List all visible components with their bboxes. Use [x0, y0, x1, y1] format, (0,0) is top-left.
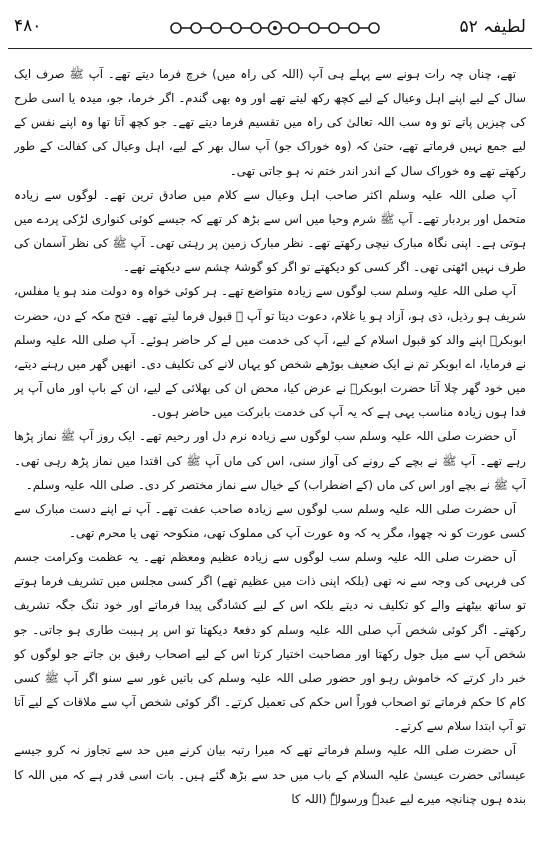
header-divider — [8, 48, 532, 49]
paragraph: تھے، چناں چہ رات ہونے سے پہلے ہی آپ (اللہ کی راہ میں) خرچ فرما دیتے تھے۔ آپ ﷺ صرف ایک سال کے لیے اپنے اہل وعیال کے لیے کچھ رکھ لیتے تھے اور وہ بھی گندم۔ اگر خرما، جو، میدہ یا اسی طرح کی چیزیں پاتے تو وہ سب اللہ تعالیٰ کی راہ میں تقسیم فرما دیتے تھے۔ جو کچھ آتا تھا وہ اپنے نفس کے لیے جمع نہیں فرماتے تھے، حتیٰ کہ (وہ خوراک جو) آپ سال بھر کے لیے، اہل وعیال کی کفالت کے طور رکھتے تھے وہ خوراک سال کے اندر اندر ختم نہ ہو جاتی تھی۔ — [14, 67, 526, 178]
paragraph: آں حضرت صلی اللہ علیہ وسلم سب لوگوں سے زیادہ نرم دل اور رحیم تھے۔ ایک روز آپ ﷺ نماز پڑھا رہے تھے۔ آپ ﷺ نے بچے کے رونے کی آواز سنی، اس کی ماں آپ ﷺ کی اقتدا میں نماز پڑھ رہی تھی۔ آپ ﷺ نے بچے اور اس کی ماں (کے اضطراب) کے خیال سے نماز مختصر کر دی۔ صلی اللہ علیہ وسلم۔ — [14, 429, 526, 492]
page-body — [14, 62, 526, 848]
page-number: ۴۸۰ — [14, 16, 42, 36]
paragraph: آں حضرت صلی اللہ علیہ وسلم سب لوگوں سے زیادہ عظیم ومعظم تھے۔ یہ عظمت وکرامت جسم کی فربہی کی وجہ سے نہ تھی (بلکہ اپنی ذات میں عظیم تھے) اگر کسی مجلس میں تشریف فرما ہوتے تو ساتھ بیٹھنے والے کو تکلیف نہ دیتے بلکہ اس کے لیے کشادگی پیدا فرماتے اور خود تنگ جگہ تشریف رکھتے۔ اگر کوئی شخص آپ صلی اللہ علیہ وسلم کو دفعۃً دیکھتا تو اس پر ہیبت طاری ہو جاتی۔ جو شخص آپ سے میل جول رکھتا اور مصاحبت اختیار کرتا اس کے لیے اصحاب رفیق بن جاتے جو لوگوں کو خبر دار کرتے کہ خاموش رہو اور حضور صلی اللہ علیہ وسلم کی باتیں غور سے سنو اگر آپ ﷺ کسی کام کا حکم فرماتے تو اصحاب فوراً اس حکم کی تعمیل کرتے۔ اگر کوئی شخص آپ سے ملاقات کے لیے آتا تو آپ ابتدا سلام سے کرتے۔ — [14, 550, 526, 734]
page-header — [0, 14, 540, 44]
paragraph: آں حضرت صلی اللہ علیہ وسلم فرماتے تھے کہ میرا رتبہ بیان کرنے میں حد سے تجاوز نہ کرو جیسے عیسائی حضرت عیسیٰ علیہ السلام کے باب میں حد سے بڑھ گئے ہیں۔ بات اسی قدر ہے کہ میں اللہ کا بندہ ہوں چنانچہ میرے لیے عبدہٗ ورسولہٗ (اللہ کا — [14, 743, 526, 806]
paragraph: آپ صلی اللہ علیہ وسلم سب لوگوں سے زیادہ متواضع تھے۔ ہر کوئی خواہ وہ دولت مند ہو یا مفلس، شریف ہو رذیل، ذی ہو، آزاد ہو یا غلام، دعوت دیتا تو آپ ﷺ قبول فرما لیتے تھے۔ فتح مکہ کے دن، حضرت ابوبکرؓ اپنے والد کو قبول اسلام کے لیے، آپ کی خدمت میں لے کر حاضر ہوئے۔ آپ صلی اللہ علیہ وسلم نے فرمایا، اے ابوبکر تم نے ایک ضعیف بوڑھے شخص کو یہاں لانے کی تکلیف دی۔ انھیں گھر میں رہنے دیتے، میں خود گھر چلا آتا حضرت ابوبکرؓ نے عرض کیا، محض ان کی بھلائی کے لیے، ان کے باپ اور ماں آپ پر فدا ہوں زیادہ مناسب یہی ہے کہ یہ آپ کی خدمت بابرکت میں حاضر ہوں۔ — [14, 284, 526, 420]
paragraph: آں حضرت صلی اللہ علیہ وسلم سب لوگوں سے زیادہ صاحب عفت تھے۔ آپ نے اپنے دست مبارک سے کسی عورت کو نہ چھوا، مگر یہ کہ وہ عورت آپ کی مملوک تھی، منکوحہ تھی یا محرم تھی۔ — [14, 501, 526, 540]
paragraph: آپ صلی اللہ علیہ وسلم اکثر صاحب اہل وعیال سے کلام میں صادق ترین تھے۔ لوگوں سے زیادہ متحمل اور بردبار تھے۔ آپ ﷺ شرم وحیا میں اس سے بڑھ کر تھے کہ جیسے کوئی کنواری لڑکی پردے میں ہوتی ہے۔ اپنی نگاہ مبارک نیچی رکھتے تھے۔ نظر مبارک زمین پر رہتی تھی۔ آپ ﷺ کی نظر آسمان کی طرف نہیں اٹھتی تھی۔ اگر کسی کو دیکھتے تو اگر کو گوشۂ چشم سے دیکھتے تھے۔ — [14, 187, 526, 275]
header-ornament — [168, 18, 382, 38]
chapter-title: لطیفہ ۵۲ — [459, 17, 526, 37]
